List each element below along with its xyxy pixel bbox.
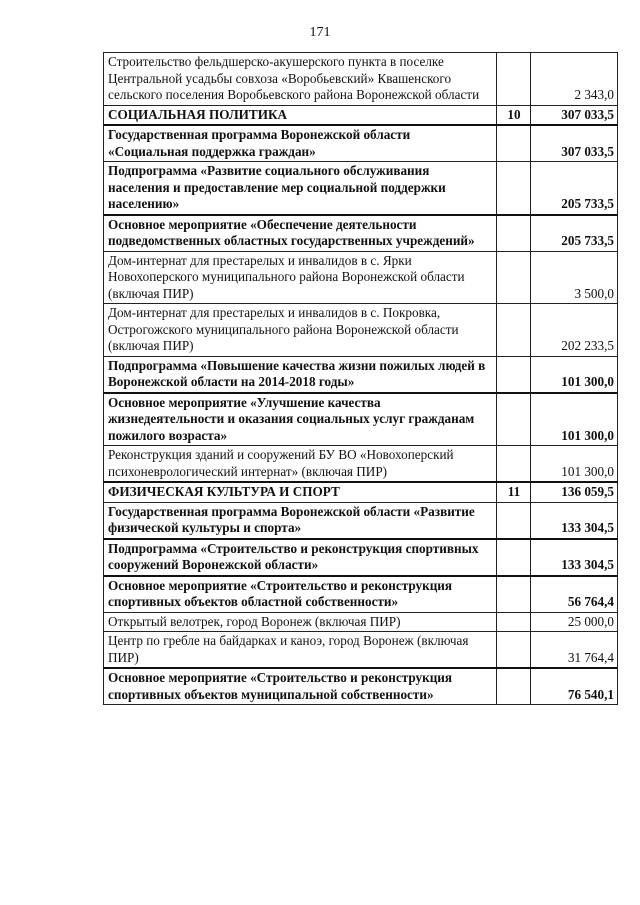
page-number: 171 [309, 25, 331, 40]
row-description: СОЦИАЛЬНАЯ ПОЛИТИКА [104, 105, 497, 125]
section-row [104, 482, 618, 502]
row-amount: 101 300,0 [531, 446, 618, 483]
row-section-code [497, 356, 531, 393]
row-amount: 101 300,0 [531, 356, 618, 393]
row-amount: 25 000,0 [531, 612, 618, 632]
row-amount: 307 033,5 [531, 125, 618, 162]
table-row [104, 539, 618, 576]
row-description: Подпрограмма «Повышение качества жизни пожилых людей в Воронежской области на 2014-2018 годы» [104, 356, 497, 393]
row-amount: 136 059,5 [531, 482, 618, 502]
row-description: ФИЗИЧЕСКАЯ КУЛЬТУРА И СПОРТ [104, 482, 497, 502]
row-section-code [497, 576, 531, 613]
row-description: Государственная программа Воронежской области «Развитие физической культуры и спорта» [104, 502, 497, 539]
row-section-code [497, 502, 531, 539]
row-amount: 205 733,5 [531, 162, 618, 215]
row-amount: 133 304,5 [531, 539, 618, 576]
table-row [104, 304, 618, 357]
row-description: Открытый велотрек, город Воронеж (включая ПИР) [104, 612, 497, 632]
row-section-code [497, 53, 531, 106]
row-section-code [497, 668, 531, 705]
row-section-code [497, 162, 531, 215]
row-amount: 3 500,0 [531, 251, 618, 304]
row-section-code [497, 215, 531, 252]
row-amount: 76 540,1 [531, 668, 618, 705]
table-row [104, 576, 618, 613]
row-section-code [497, 304, 531, 357]
row-section-code [497, 393, 531, 446]
table-row [104, 668, 618, 705]
table-row [104, 356, 618, 393]
row-description: Государственная программа Воронежской области «Социальная поддержка граждан» [104, 125, 497, 162]
row-section-code [497, 446, 531, 483]
table-row [104, 53, 618, 106]
row-description: Центр по гребле на байдарках и каноэ, город Воронеж (включая ПИР) [104, 632, 497, 669]
table-row [104, 251, 618, 304]
row-description: Основное мероприятие «Строительство и реконструкция спортивных объектов муниципальной собственности» [104, 668, 497, 705]
row-section-code [497, 612, 531, 632]
row-amount: 2 343,0 [531, 53, 618, 106]
table-row [104, 393, 618, 446]
row-description: Дом-интернат для престарелых и инвалидов в с. Покровка, Острогожского муниципального района Воронежской области (включая ПИР) [104, 304, 497, 357]
table-row [104, 502, 618, 539]
row-amount: 307 033,5 [531, 105, 618, 125]
row-amount: 56 764,4 [531, 576, 618, 613]
row-amount: 205 733,5 [531, 215, 618, 252]
table-row [104, 612, 618, 632]
row-amount: 101 300,0 [531, 393, 618, 446]
row-section-code [497, 632, 531, 669]
table-row [104, 125, 618, 162]
section-row [104, 105, 618, 125]
row-description: Подпрограмма «Развитие социального обслуживания населения и предоставление мер социальной поддержки населению» [104, 162, 497, 215]
row-section-code [497, 125, 531, 162]
row-section-code: 10 [497, 105, 531, 125]
row-description: Основное мероприятие «Улучшение качества жизнедеятельности и оказания социальных услуг гражданам пожилого возраста» [104, 393, 497, 446]
budget-table [103, 52, 618, 705]
row-description: Подпрограмма «Строительство и реконструкция спортивных сооружений Воронежской области» [104, 539, 497, 576]
table-row [104, 446, 618, 483]
row-description: Строительство фельдшерско-акушерского пункта в поселке Центральной усадьбы совхоза «Воробьевский» Квашенского сельского поселения Воробьевского района Воронежской области [104, 53, 497, 106]
row-section-code [497, 251, 531, 304]
row-amount: 31 764,4 [531, 632, 618, 669]
row-section-code [497, 539, 531, 576]
table-row [104, 162, 618, 215]
row-amount: 202 233,5 [531, 304, 618, 357]
row-amount: 133 304,5 [531, 502, 618, 539]
row-section-code: 11 [497, 482, 531, 502]
row-description: Основное мероприятие «Строительство и реконструкция спортивных объектов областной собственности» [104, 576, 497, 613]
row-description: Основное мероприятие «Обеспечение деятельности подведомственных областных государственных учреждений» [104, 215, 497, 252]
row-description: Дом-интернат для престарелых и инвалидов в с. Ярки Новохоперского муниципального района Воронежской области (включая ПИР) [104, 251, 497, 304]
row-description: Реконструкция зданий и сооружений БУ ВО «Новохоперский психоневрологический интернат» (включая ПИР) [104, 446, 497, 483]
table-row [104, 215, 618, 252]
table-row [104, 632, 618, 669]
